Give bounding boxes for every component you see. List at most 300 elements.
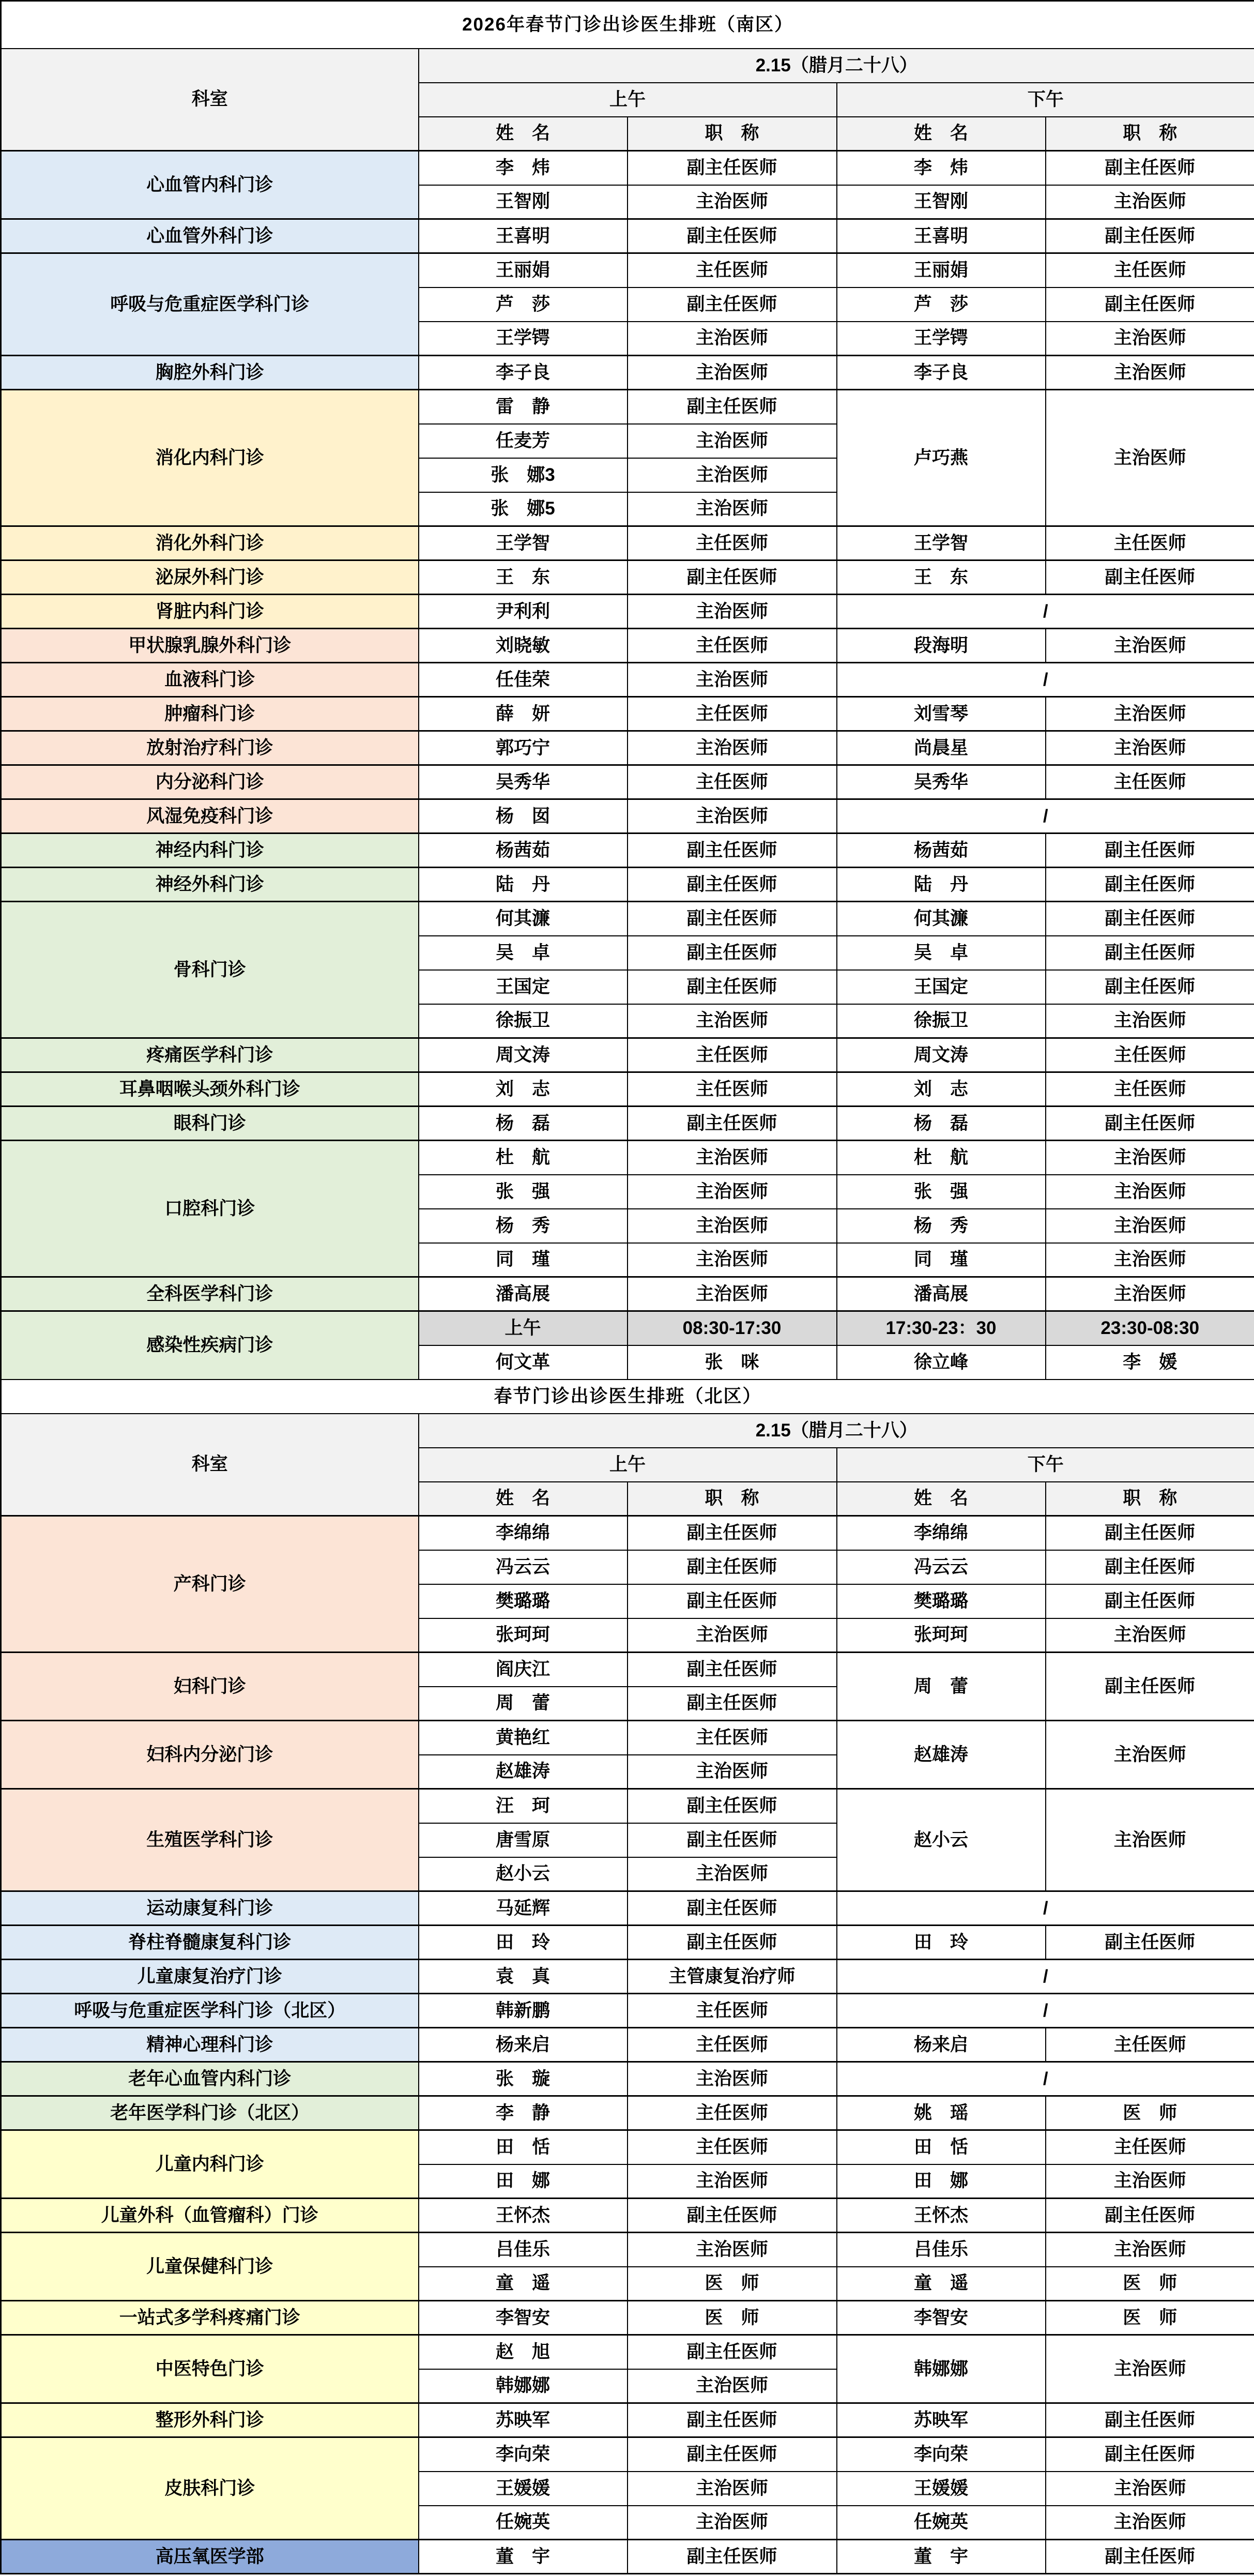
am-rank-cell: 主任医师 [628, 253, 837, 287]
table-row [1, 1891, 1254, 1926]
table-row [1, 731, 1254, 765]
table-row [1, 356, 1254, 390]
header-rank-pm: 职 称 [1046, 117, 1254, 151]
pm-rank-cell: 主治医师 [1046, 1721, 1254, 1789]
pm-rank-cell: 主任医师 [1046, 2130, 1254, 2164]
table-row [1, 1516, 1254, 1550]
pm-name-cell: 童 遥 [837, 2267, 1046, 2301]
dept-cell: 口腔科门诊 [1, 1141, 419, 1277]
dept-cell: 眼科门诊 [1, 1107, 419, 1141]
pm-name-cell: 潘高展 [837, 1277, 1046, 1311]
am-rank-cell: 副主任医师 [628, 1823, 837, 1857]
pm-name-cell: 芦 莎 [837, 287, 1046, 322]
header-rank-am: 职 称 [628, 117, 837, 151]
table-row [1, 663, 1254, 697]
am-rank-cell: 主治医师 [628, 185, 837, 219]
am-rank-cell: 副主任医师 [628, 2403, 837, 2437]
table-row [1, 1994, 1254, 2028]
dept-cell: 心血管内科门诊 [1, 151, 419, 219]
table-row [1, 1277, 1254, 1311]
dept-cell: 儿童康复治疗门诊 [1, 1960, 419, 1994]
header-name-am: 姓 名 [419, 117, 628, 151]
pm-rank-cell: 主治医师 [1046, 1141, 1254, 1175]
am-name-cell: 周 蕾 [419, 1687, 628, 1721]
am-name-cell: 阎庆江 [419, 1653, 628, 1687]
am-name-cell: 张 璇 [419, 2062, 628, 2096]
pm-rank-cell: 副主任医师 [1046, 151, 1254, 185]
am-rank-cell: 主任医师 [628, 1994, 837, 2028]
pm-name-cell: 田 恬 [837, 2130, 1046, 2164]
pm-rank-cell: 主治医师 [1046, 1243, 1254, 1277]
pm-name-cell: 周 蕾 [837, 1653, 1046, 1721]
am-name-cell: 田 恬 [419, 2130, 628, 2164]
am-name-cell: 何其濂 [419, 902, 628, 936]
am-name-cell: 陆 丹 [419, 868, 628, 902]
pm-rank-cell: 主治医师 [1046, 1618, 1254, 1653]
am-rank-cell: 主任医师 [628, 1072, 837, 1107]
pm-name-cell: 王智刚 [837, 185, 1046, 219]
am-rank-cell: 张 咪 [628, 1345, 837, 1380]
pm-name-cell: 李子良 [837, 356, 1046, 390]
am-name-cell: 王媛媛 [419, 2472, 628, 2506]
table-row [1, 560, 1254, 595]
dept-cell: 儿童内科门诊 [1, 2130, 419, 2199]
pm-rank-cell: 主治医师 [1046, 1175, 1254, 1209]
am-rank-cell: 主任医师 [628, 629, 837, 663]
am-name-cell: 任婉英 [419, 2506, 628, 2540]
pm-rank-cell: 副主任医师 [1046, 2540, 1254, 2574]
table-row [1, 1141, 1254, 1175]
pm-rank-cell: 主治医师 [1046, 2164, 1254, 2199]
am-rank-cell: 副主任医师 [628, 2540, 837, 2574]
am-rank-cell: 主任医师 [628, 2096, 837, 2130]
am-rank-cell: 副主任医师 [628, 1516, 837, 1550]
am-rank-cell: 医 师 [628, 2267, 837, 2301]
am-name-cell: 周文涛 [419, 1038, 628, 1072]
dept-cell: 中医特色门诊 [1, 2335, 419, 2403]
pm-rank-cell: 主治医师 [1046, 2472, 1254, 2506]
am-name-cell: 薛 妍 [419, 697, 628, 731]
table-row [1, 834, 1254, 868]
pm-rank-cell: 主治医师 [1046, 629, 1254, 663]
table-row [1, 1, 1254, 49]
dept-cell: 神经外科门诊 [1, 868, 419, 902]
am-rank-cell: 副主任医师 [628, 1926, 837, 1960]
pm-rank-cell: 主治医师 [1046, 356, 1254, 390]
pm-rank-cell: 副主任医师 [1046, 2199, 1254, 2233]
table-row [1, 253, 1254, 287]
am-name-cell: 王丽娟 [419, 253, 628, 287]
am-name-cell: 袁 真 [419, 1960, 628, 1994]
am-rank-cell: 主治医师 [628, 731, 837, 765]
dept-cell: 骨科门诊 [1, 902, 419, 1038]
dept-cell: 血液科门诊 [1, 663, 419, 697]
am-rank-cell: 主任医师 [628, 1038, 837, 1072]
table-row [1, 1380, 1254, 1414]
section-title: 2026年春节门诊出诊医生排班（南区） [1, 1, 1254, 49]
header-name-pm: 姓 名 [837, 1482, 1046, 1516]
am-name-cell: 同 瑾 [419, 1243, 628, 1277]
header-pm: 下午 [837, 1448, 1254, 1482]
header-rank-pm: 职 称 [1046, 1482, 1254, 1516]
dept-cell: 儿童外科（血管瘤科）门诊 [1, 2199, 419, 2233]
pm-rank-cell: 主治医师 [1046, 1209, 1254, 1243]
am-name-cell: 吴 卓 [419, 936, 628, 970]
pm-name-cell: 刘 志 [837, 1072, 1046, 1107]
pm-name-cell: 王学锷 [837, 322, 1046, 356]
pm-rank-cell: 主治医师 [1046, 2335, 1254, 2403]
header-dept: 科室 [1, 49, 419, 151]
dept-cell: 呼吸与危重症医学科门诊（北区） [1, 1994, 419, 2028]
am-name-cell: 王国定 [419, 970, 628, 1004]
am-name-cell: 上午 [419, 1311, 628, 1345]
table-row [1, 2403, 1254, 2437]
pm-name-cell: 王学智 [837, 526, 1046, 560]
am-rank-cell: 主治医师 [628, 595, 837, 629]
table-row [1, 2199, 1254, 2233]
am-name-cell: 童 遥 [419, 2267, 628, 2301]
am-rank-cell: 主任医师 [628, 765, 837, 799]
header-name-am: 姓 名 [419, 1482, 628, 1516]
header-pm: 下午 [837, 83, 1254, 117]
am-name-cell: 杨来启 [419, 2028, 628, 2062]
am-rank-cell: 08:30-17:30 [628, 1311, 837, 1345]
am-name-cell: 唐雪原 [419, 1823, 628, 1857]
am-name-cell: 王学智 [419, 526, 628, 560]
am-rank-cell: 副主任医师 [628, 151, 837, 185]
dept-cell: 老年心血管内科门诊 [1, 2062, 419, 2096]
pm-name-cell: 樊璐璐 [837, 1584, 1046, 1618]
pm-name-cell: 17:30-23：30 [837, 1311, 1046, 1345]
table-row [1, 2062, 1254, 2096]
pm-name-cell: 李绵绵 [837, 1516, 1046, 1550]
pm-rank-cell: 主治医师 [1046, 2506, 1254, 2540]
header-am: 上午 [419, 83, 837, 117]
dept-cell: 儿童保健科门诊 [1, 2233, 419, 2301]
am-rank-cell: 主治医师 [628, 2164, 837, 2199]
am-name-cell: 徐振卫 [419, 1004, 628, 1038]
am-name-cell: 张 娜5 [419, 492, 628, 526]
am-rank-cell: 主任医师 [628, 2028, 837, 2062]
pm-name-cell: 赵雄涛 [837, 1721, 1046, 1789]
pm-rank-cell: 副主任医师 [1046, 902, 1254, 936]
am-rank-cell: 主治医师 [628, 799, 837, 834]
am-name-cell: 李 静 [419, 2096, 628, 2130]
table-row [1, 1072, 1254, 1107]
pm-rank-cell: 主治医师 [1046, 390, 1254, 526]
am-name-cell: 赵小云 [419, 1857, 628, 1891]
pm-name-cell: 杨来启 [837, 2028, 1046, 2062]
am-name-cell: 张 娜3 [419, 458, 628, 492]
dept-cell: 整形外科门诊 [1, 2403, 419, 2437]
table-row [1, 2540, 1254, 2574]
table-row [1, 1414, 1254, 1448]
pm-name-cell: 杨 秀 [837, 1209, 1046, 1243]
pm-rank-cell: 主治医师 [1046, 697, 1254, 731]
table-row [1, 697, 1254, 731]
table-row [1, 219, 1254, 253]
table-row [1, 1653, 1254, 1687]
pm-rank-cell: 副主任医师 [1046, 2403, 1254, 2437]
am-name-cell: 马延辉 [419, 1891, 628, 1926]
pm-name-cell: 卢巧燕 [837, 390, 1046, 526]
am-name-cell: 任麦芳 [419, 424, 628, 458]
dept-cell: 甲状腺乳腺外科门诊 [1, 629, 419, 663]
table-row [1, 595, 1254, 629]
am-name-cell: 张珂珂 [419, 1618, 628, 1653]
am-name-cell: 王学锷 [419, 322, 628, 356]
am-rank-cell: 主治医师 [628, 1755, 837, 1789]
pm-slash-cell: / [837, 1891, 1254, 1926]
dept-cell: 老年医学科门诊（北区） [1, 2096, 419, 2130]
am-rank-cell: 副主任医师 [628, 1550, 837, 1584]
am-name-cell: 李智安 [419, 2301, 628, 2335]
pm-name-cell: 任婉英 [837, 2506, 1046, 2540]
pm-rank-cell: 副主任医师 [1046, 1516, 1254, 1550]
am-rank-cell: 主治医师 [628, 1209, 837, 1243]
pm-name-cell: 张 强 [837, 1175, 1046, 1209]
pm-rank-cell: 主任医师 [1046, 526, 1254, 560]
dept-cell: 耳鼻咽喉头颈外科门诊 [1, 1072, 419, 1107]
header-name-pm: 姓 名 [837, 117, 1046, 151]
dept-cell: 妇科门诊 [1, 1653, 419, 1721]
am-rank-cell: 副主任医师 [628, 1789, 837, 1823]
am-rank-cell: 主治医师 [628, 1141, 837, 1175]
pm-name-cell: 李 炜 [837, 151, 1046, 185]
section-title: 春节门诊出诊医生排班（北区） [1, 1380, 1254, 1414]
pm-rank-cell: 主治医师 [1046, 1789, 1254, 1891]
pm-name-cell: 姚 瑶 [837, 2096, 1046, 2130]
am-name-cell: 苏映军 [419, 2403, 628, 2437]
am-rank-cell: 副主任医师 [628, 902, 837, 936]
header-date: 2.15（腊月二十八） [419, 1414, 1254, 1448]
pm-rank-cell: 副主任医师 [1046, 834, 1254, 868]
am-rank-cell: 副主任医师 [628, 1891, 837, 1926]
am-name-cell: 杨 磊 [419, 1107, 628, 1141]
am-rank-cell: 副主任医师 [628, 970, 837, 1004]
am-name-cell: 杨 囡 [419, 799, 628, 834]
dept-cell: 风湿免疫科门诊 [1, 799, 419, 834]
dept-cell: 放射治疗科门诊 [1, 731, 419, 765]
pm-name-cell: 同 瑾 [837, 1243, 1046, 1277]
am-rank-cell: 副主任医师 [628, 219, 837, 253]
am-rank-cell: 副主任医师 [628, 2335, 837, 2369]
am-rank-cell: 主治医师 [628, 1175, 837, 1209]
dept-cell: 感染性疾病门诊 [1, 1311, 419, 1380]
am-name-cell: 尹利利 [419, 595, 628, 629]
pm-rank-cell: 副主任医师 [1046, 1584, 1254, 1618]
dept-cell: 皮肤科门诊 [1, 2437, 419, 2540]
table-row [1, 2130, 1254, 2164]
dept-cell: 消化内科门诊 [1, 390, 419, 526]
am-name-cell: 王怀杰 [419, 2199, 628, 2233]
pm-name-cell: 徐振卫 [837, 1004, 1046, 1038]
am-name-cell: 杨茜茹 [419, 834, 628, 868]
am-name-cell: 李 炜 [419, 151, 628, 185]
am-rank-cell: 主任医师 [628, 697, 837, 731]
pm-rank-cell: 主任医师 [1046, 1072, 1254, 1107]
dept-cell: 妇科内分泌门诊 [1, 1721, 419, 1789]
table-row [1, 1721, 1254, 1755]
dept-cell: 肿瘤科门诊 [1, 697, 419, 731]
header-am: 上午 [419, 1448, 837, 1482]
pm-name-cell: 吕佳乐 [837, 2233, 1046, 2267]
am-name-cell: 赵雄涛 [419, 1755, 628, 1789]
pm-name-cell: 王国定 [837, 970, 1046, 1004]
pm-name-cell: 尚晨星 [837, 731, 1046, 765]
am-rank-cell: 主治医师 [628, 322, 837, 356]
table-row [1, 868, 1254, 902]
header-date: 2.15（腊月二十八） [419, 49, 1254, 83]
dept-cell: 一站式多学科疼痛门诊 [1, 2301, 419, 2335]
pm-rank-cell: 副主任医师 [1046, 1926, 1254, 1960]
table-row [1, 629, 1254, 663]
pm-rank-cell: 主治医师 [1046, 322, 1254, 356]
am-rank-cell: 主治医师 [628, 1243, 837, 1277]
am-name-cell: 董 宇 [419, 2540, 628, 2574]
pm-name-cell: 杜 航 [837, 1141, 1046, 1175]
pm-rank-cell: 副主任医师 [1046, 287, 1254, 322]
am-rank-cell: 副主任医师 [628, 868, 837, 902]
dept-cell: 产科门诊 [1, 1516, 419, 1653]
pm-name-cell: 杨茜茹 [837, 834, 1046, 868]
am-name-cell: 樊璐璐 [419, 1584, 628, 1618]
pm-name-cell: 韩娜娜 [837, 2335, 1046, 2403]
pm-rank-cell: 主任医师 [1046, 1038, 1254, 1072]
am-rank-cell: 副主任医师 [628, 1687, 837, 1721]
am-rank-cell: 主治医师 [628, 1618, 837, 1653]
am-name-cell: 何文革 [419, 1345, 628, 1380]
pm-name-cell: 段海明 [837, 629, 1046, 663]
pm-name-cell: 王媛媛 [837, 2472, 1046, 2506]
am-name-cell: 冯云云 [419, 1550, 628, 1584]
pm-name-cell: 李向荣 [837, 2437, 1046, 2472]
am-name-cell: 李向荣 [419, 2437, 628, 2472]
am-name-cell: 芦 莎 [419, 287, 628, 322]
dept-cell: 全科医学科门诊 [1, 1277, 419, 1311]
am-name-cell: 李子良 [419, 356, 628, 390]
dept-cell: 泌尿外科门诊 [1, 560, 419, 595]
pm-rank-cell: 副主任医师 [1046, 936, 1254, 970]
pm-rank-cell: 副主任医师 [1046, 1653, 1254, 1721]
pm-name-cell: 徐立峰 [837, 1345, 1046, 1380]
header-rank-am: 职 称 [628, 1482, 837, 1516]
pm-rank-cell: 副主任医师 [1046, 1550, 1254, 1584]
table-row [1, 902, 1254, 936]
am-rank-cell: 副主任医师 [628, 834, 837, 868]
pm-name-cell: 王丽娟 [837, 253, 1046, 287]
am-rank-cell: 主管康复治疗师 [628, 1960, 837, 1994]
pm-name-cell: 王 东 [837, 560, 1046, 595]
am-rank-cell: 主治医师 [628, 1004, 837, 1038]
dept-cell: 心血管外科门诊 [1, 219, 419, 253]
table-row [1, 1107, 1254, 1141]
pm-slash-cell: / [837, 799, 1254, 834]
dept-cell: 肾脏内科门诊 [1, 595, 419, 629]
dept-cell: 内分泌科门诊 [1, 765, 419, 799]
pm-rank-cell: 副主任医师 [1046, 2437, 1254, 2472]
pm-rank-cell: 医 师 [1046, 2301, 1254, 2335]
table-row [1, 390, 1254, 424]
pm-slash-cell: / [837, 1960, 1254, 1994]
am-name-cell: 任佳荣 [419, 663, 628, 697]
table-row [1, 2233, 1254, 2267]
am-rank-cell: 副主任医师 [628, 287, 837, 322]
am-name-cell: 王喜明 [419, 219, 628, 253]
am-rank-cell: 主治医师 [628, 492, 837, 526]
table-row [1, 1960, 1254, 1994]
am-rank-cell: 主任医师 [628, 2130, 837, 2164]
am-rank-cell: 主治医师 [628, 356, 837, 390]
am-rank-cell: 主治医师 [628, 2062, 837, 2096]
pm-rank-cell: 主治医师 [1046, 185, 1254, 219]
am-rank-cell: 副主任医师 [628, 1653, 837, 1687]
pm-rank-cell: 李 媛 [1046, 1345, 1254, 1380]
table-row [1, 2028, 1254, 2062]
am-rank-cell: 主治医师 [628, 663, 837, 697]
am-rank-cell: 主任医师 [628, 1721, 837, 1755]
pm-name-cell: 王喜明 [837, 219, 1046, 253]
table-row [1, 2301, 1254, 2335]
am-rank-cell: 主治医师 [628, 2233, 837, 2267]
pm-slash-cell: / [837, 1994, 1254, 2028]
am-name-cell: 张 强 [419, 1175, 628, 1209]
pm-name-cell: 吴 卓 [837, 936, 1046, 970]
am-rank-cell: 副主任医师 [628, 2199, 837, 2233]
table-row [1, 1926, 1254, 1960]
pm-rank-cell: 主治医师 [1046, 1277, 1254, 1311]
table-row [1, 799, 1254, 834]
am-rank-cell: 副主任医师 [628, 1107, 837, 1141]
table-row [1, 2096, 1254, 2130]
dept-cell: 呼吸与危重症医学科门诊 [1, 253, 419, 356]
am-name-cell: 刘晓敏 [419, 629, 628, 663]
am-name-cell: 刘 志 [419, 1072, 628, 1107]
pm-rank-cell: 23:30-08:30 [1046, 1311, 1254, 1345]
pm-rank-cell: 主任医师 [1046, 2028, 1254, 2062]
am-name-cell: 汪 珂 [419, 1789, 628, 1823]
am-rank-cell: 主治医师 [628, 2472, 837, 2506]
am-name-cell: 吴秀华 [419, 765, 628, 799]
pm-slash-cell: / [837, 663, 1254, 697]
table-row [1, 1789, 1254, 1823]
table-row [1, 2335, 1254, 2369]
pm-rank-cell: 主治医师 [1046, 1004, 1254, 1038]
dept-cell: 精神心理科门诊 [1, 2028, 419, 2062]
dept-cell: 生殖医学科门诊 [1, 1789, 419, 1891]
dept-cell: 运动康复科门诊 [1, 1891, 419, 1926]
pm-name-cell: 田 娜 [837, 2164, 1046, 2199]
am-rank-cell: 副主任医师 [628, 2437, 837, 2472]
table-row [1, 765, 1254, 799]
am-rank-cell: 医 师 [628, 2301, 837, 2335]
am-name-cell: 郭巧宁 [419, 731, 628, 765]
am-name-cell: 韩娜娜 [419, 2369, 628, 2403]
table-row [1, 1038, 1254, 1072]
pm-name-cell: 周文涛 [837, 1038, 1046, 1072]
pm-name-cell: 陆 丹 [837, 868, 1046, 902]
pm-name-cell: 刘雪琴 [837, 697, 1046, 731]
pm-name-cell: 田 玲 [837, 1926, 1046, 1960]
am-name-cell: 潘高展 [419, 1277, 628, 1311]
am-rank-cell: 主治医师 [628, 1277, 837, 1311]
am-name-cell: 王智刚 [419, 185, 628, 219]
pm-rank-cell: 副主任医师 [1046, 1107, 1254, 1141]
am-rank-cell: 副主任医师 [628, 390, 837, 424]
am-rank-cell: 主治医师 [628, 2369, 837, 2403]
am-name-cell: 田 娜 [419, 2164, 628, 2199]
am-rank-cell: 副主任医师 [628, 560, 837, 595]
